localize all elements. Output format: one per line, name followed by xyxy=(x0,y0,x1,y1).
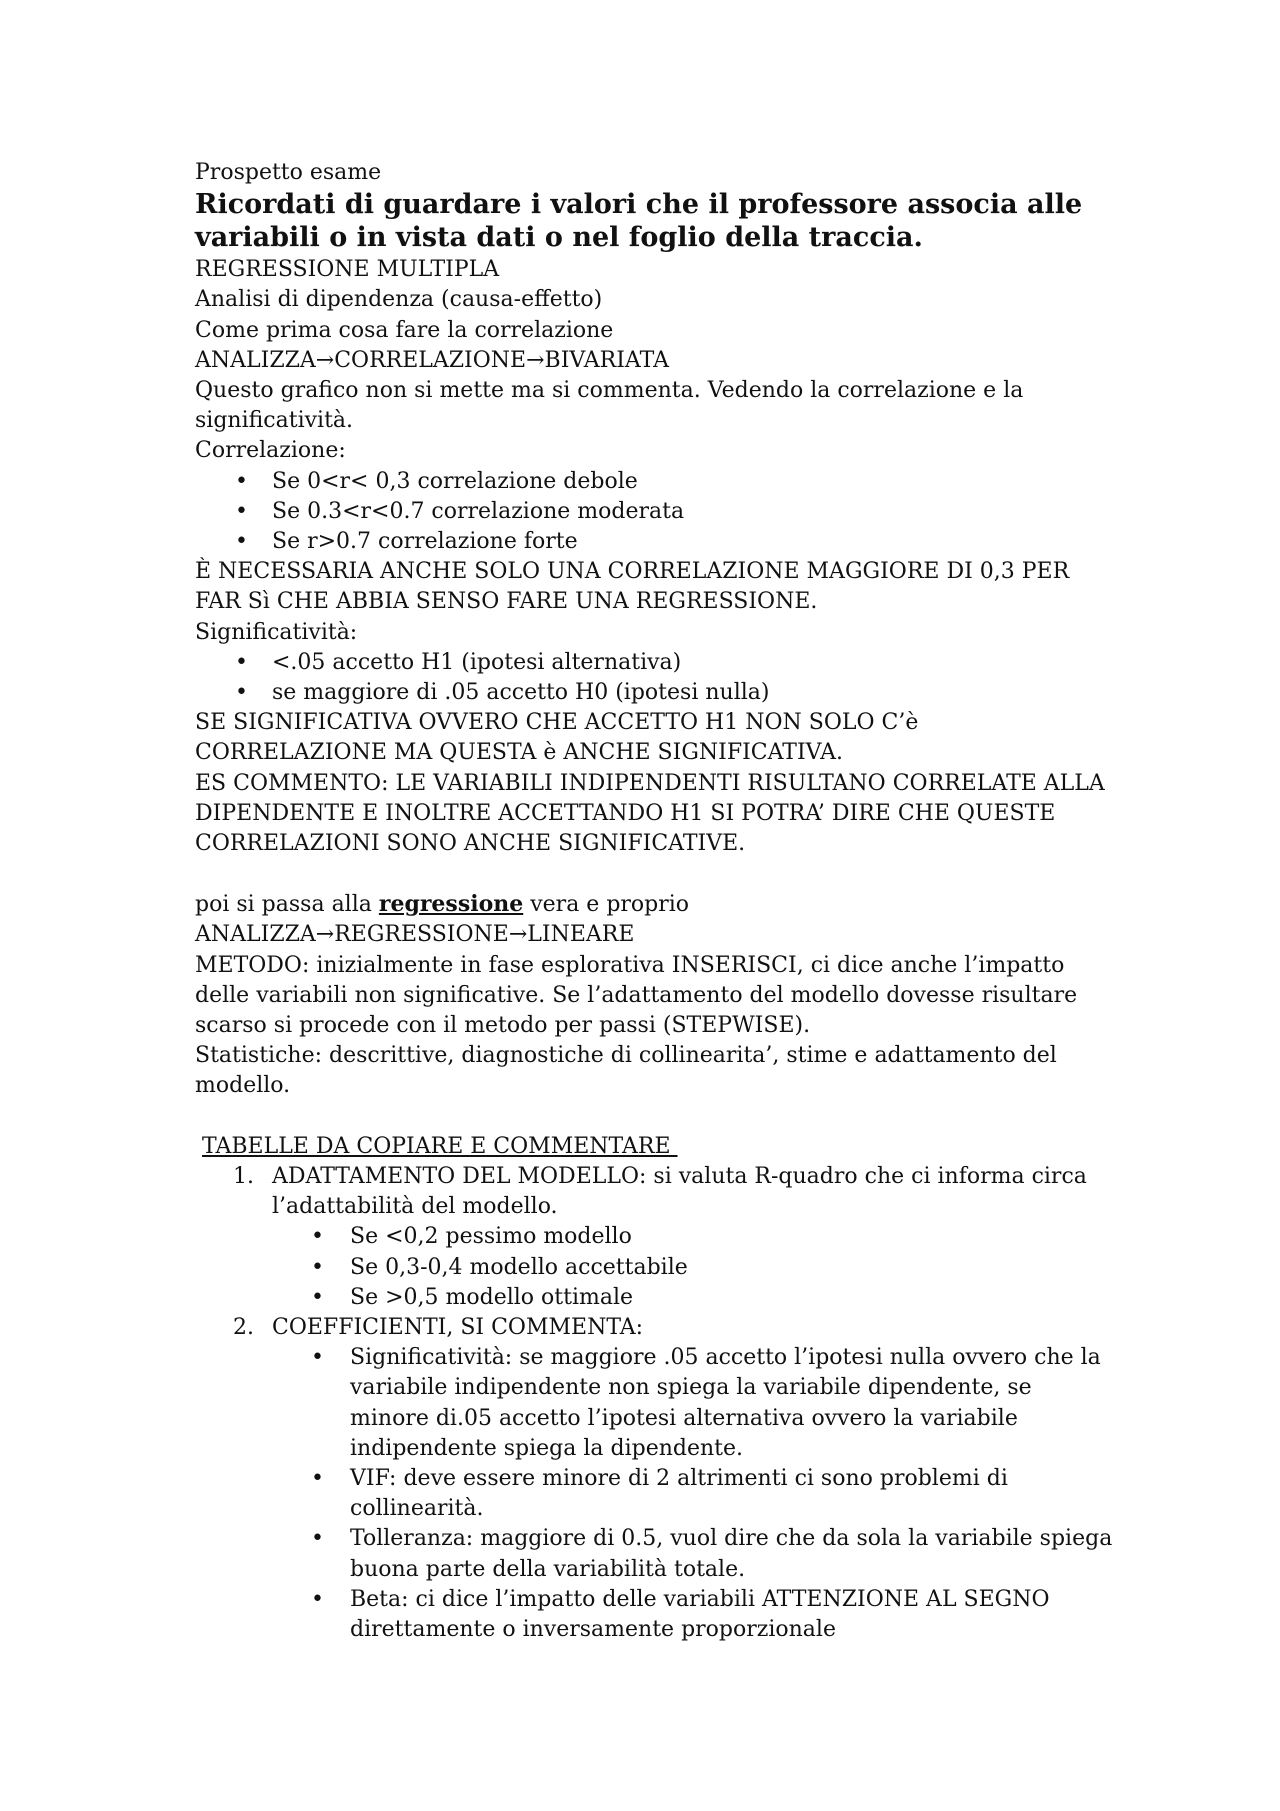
table-item-text: ADATTAMENTO DEL MODELLO: si valuta R-quadro che ci informa circa l’adattabilità del modello. xyxy=(272,1163,1087,1220)
bullet-icon: • xyxy=(311,1224,324,1250)
tables-list xyxy=(195,1162,1115,1645)
bullet-icon: • xyxy=(311,1465,324,1491)
note-correlazione-minima: È NECESSARIA ANCHE SOLO UNA CORRELAZIONE MAGGIORE DI 0,3 PER FAR Sì CHE ABBIA SENSO FARE UNA REGRESSIONE. xyxy=(195,559,1077,615)
tables-heading: TABELLE DA COPIARE E COMMENTARE xyxy=(202,1133,678,1159)
regressione-keyword: regressione xyxy=(378,891,524,918)
list-item xyxy=(195,1464,1115,1524)
paragraph-prima-cosa: Come prima cosa fare la correlazione xyxy=(195,317,614,343)
list-item xyxy=(195,1343,1115,1464)
significativita-list xyxy=(195,648,1115,708)
section-title-regressione-multipla: REGRESSIONE MULTIPLA xyxy=(195,257,500,283)
reminder-headline: Ricordati di guardare i valori che il professore associa alle variabili o in vista dati o nel foglio della traccia. xyxy=(195,189,1092,254)
list-item-text: Beta: ci dice l’impatto delle variabili ATTENZIONE AL SEGNO direttamente o inversamente proporzionale xyxy=(350,1586,1050,1642)
list-item xyxy=(195,1524,1115,1584)
bullet-icon: • xyxy=(235,649,248,675)
menu-path-regressione: ANALIZZA→REGRESSIONE→LINEARE xyxy=(195,922,635,948)
list-number: 1. xyxy=(233,1163,254,1189)
list-item-text: Se 0,3-0,4 modello accettabile xyxy=(350,1254,688,1280)
list-item-text: se maggiore di .05 accetto H0 (ipotesi nulla) xyxy=(272,680,770,706)
paragraph-metodo: METODO: inizialmente in fase esplorativa INSERISCI, ci dice anche l’impatto delle variabili non significative. Se l’adattamento del modello dovesse risultare scarso si procede con il metodo per passi (STEPWISE). xyxy=(195,952,1085,1039)
list-number: 2. xyxy=(233,1314,254,1340)
list-item-text: VIF: deve essere minore di 2 altrimenti ci sono problemi di collinearità. xyxy=(350,1465,1008,1522)
list-item xyxy=(195,497,1115,527)
table-item-text: COEFFICIENTI, SI COMMENTA: xyxy=(272,1314,644,1340)
bullet-icon: • xyxy=(311,1254,324,1280)
correlazione-label: Correlazione: xyxy=(195,438,346,464)
paragraph-analisi-dipendenza: Analisi di dipendenza (causa-effetto) xyxy=(195,287,603,313)
list-item-text: Significatività: se maggiore .05 accetto l’ipotesi nulla ovvero che la variabile indipendente non spiega la variabile dipendente, se minore di.05 accetto l’ipotesi alternativa ovvero la variabile indipendente spiega la dipendente. xyxy=(350,1345,1101,1461)
list-item-text: Se 0<r< 0,3 correlazione debole xyxy=(272,468,638,494)
list-item xyxy=(195,1253,1115,1283)
list-item xyxy=(195,678,1115,708)
bullet-icon: • xyxy=(235,529,248,555)
table-item-coefficienti xyxy=(195,1313,1115,1645)
list-item-text: <.05 accetto H1 (ipotesi alternativa) xyxy=(272,649,682,675)
list-item xyxy=(195,1222,1115,1252)
bullet-icon: • xyxy=(235,468,248,494)
list-item-text: Se r>0.7 correlazione forte xyxy=(272,529,578,555)
paragraph-regressione xyxy=(195,889,1115,920)
list-item xyxy=(195,1585,1115,1645)
bullet-icon: • xyxy=(311,1345,324,1371)
list-item-text: Se 0.3<r<0.7 correlazione moderata xyxy=(272,498,685,524)
bullet-icon: • xyxy=(311,1586,324,1612)
bullet-icon: • xyxy=(235,498,248,524)
blank-line xyxy=(195,859,1115,889)
document-title: Prospetto esame xyxy=(195,160,382,185)
bullet-icon: • xyxy=(235,680,248,706)
significativita-label: Significatività: xyxy=(195,619,358,645)
coefficienti-sublist xyxy=(195,1343,1115,1645)
paragraph-statistiche: Statistiche: descrittive, diagnostiche di collinearita’, stime e adattamento del modello. xyxy=(195,1043,1064,1099)
list-item-text: Tolleranza: maggiore di 0.5, vuol dire che da sola la variabile spiega buona parte della variabilità totale. xyxy=(350,1526,1113,1582)
list-item xyxy=(195,1283,1115,1313)
regressione-text-after: vera e proprio xyxy=(523,892,690,918)
list-item-text: Se >0,5 modello ottimale xyxy=(350,1284,634,1310)
bullet-icon: • xyxy=(311,1284,324,1310)
list-item xyxy=(195,648,1115,678)
document-page xyxy=(195,158,1115,1645)
adattamento-sublist xyxy=(195,1222,1115,1313)
paragraph-grafico: Questo grafico non si mette ma si commenta. Vedendo la correlazione e la significatività. xyxy=(195,378,1031,434)
blank-line xyxy=(195,1102,1115,1132)
list-item xyxy=(195,467,1115,497)
menu-path-correlazione: ANALIZZA→CORRELAZIONE→BIVARIATA xyxy=(195,347,669,373)
list-item-text: Se <0,2 pessimo modello xyxy=(350,1224,632,1250)
correlazione-list xyxy=(195,467,1115,558)
list-item xyxy=(195,527,1115,557)
regressione-text-before: poi si passa alla xyxy=(195,892,379,918)
table-item-adattamento xyxy=(195,1162,1115,1313)
note-es-commento: ES COMMENTO: LE VARIABILI INDIPENDENTI RISULTANO CORRELATE ALLA DIPENDENTE E INOLTRE ACCETTANDO H1 SI POTRA’ DIRE CHE QUESTE CORRELAZIONI SONO ANCHE SIGNIFICATIVE. xyxy=(195,770,1112,857)
note-significativa: SE SIGNIFICATIVA OVVERO CHE ACCETTO H1 NON SOLO C’è CORRELAZIONE MA QUESTA è ANCHE SIGNIFICATIVA. xyxy=(195,710,926,766)
bullet-icon: • xyxy=(311,1526,324,1552)
